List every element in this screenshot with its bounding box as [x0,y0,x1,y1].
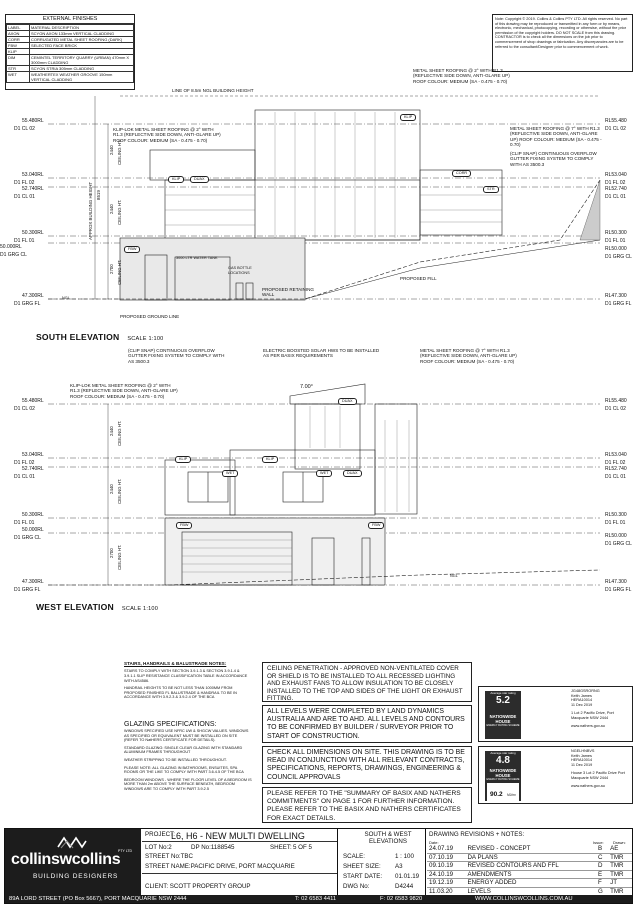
rev-desc: LEVELS [465,887,596,896]
note-water-tank: 3000 LTR WATER TANK [176,256,218,260]
level-fl-left: D1 FL 02 [14,460,35,466]
dim-value: 2440 [109,426,114,436]
finish-label: FBW [7,43,30,49]
level-rl-left: 55.480RL [22,118,44,124]
glazing-para: WINDOWS SPECIFIED USE NFRC UW & SHGCW VALUES. WINDOWS AS SPECIFIED OR EQUIVALENT MUST BE INSTALLED ON SITE (REFER TO NatHERS CERTIFICATE FOR DETAILS). [124,729,249,743]
copyright-note: Note: Copyright © 2019. Collins & Collins PTY LTD. All rights reserved. No part of this drawing may be reproduced or transmitted in any form or by means, electronic, mechanical, photocopying, recording or otherwise, without the prior permission of the copyright holders. DO NOT SCALE from this drawing. CONTRACTOR is to check all the dimensions on the job prior to commencement of shop drawings or fabrication. Any discrepancies are to be referred to the consultant/Designer prior to commencement of work. [492,14,633,72]
project-label: PROJECT: [145,831,175,838]
note-roof-right: METAL SHEET ROOFING @ 7° WITH R1.3 (REFLECTIVE SIDE DOWN, ANTI-GLARE UP) ROOF COLOUR: MEDIUM (SA - 0.475 - 0.70) [510,126,602,148]
south-elevation-drawing [0,80,637,330]
nathers-certificate-2 [478,746,633,804]
level-fl-right: D1 FL 02 [605,180,626,186]
level-rl-right: RL50.000 [605,533,627,539]
cert-number: JG48GSRORNG [571,689,600,693]
company-fax: F: 02 6583 9820 [380,896,423,902]
rev-date: 24.07.19 [427,845,465,853]
dwg-label: DWG No: [343,883,370,890]
dim-label: CEILING HT. [117,420,122,446]
rev-date: 11.03.20 [427,887,465,896]
dim-value: 2700 [109,264,114,274]
finish-tag: DUAX [338,398,357,405]
scale-label: SCALE: [343,853,366,860]
notice-levels: ALL LEVELS WERE COMPLETED BY LAND DYNAMICS AUSTRALIA AND ARE TO AHD. ALL LEVELS AND CONTOURS TO BE CONFIRMED BY BUILDER / SURVEYOR PRIOR TO START OF CONSTRUCTION. [262,705,472,743]
stairs-title: STAIRS, HANDRAILS & BALUSTRADE NOTES: [124,661,227,666]
finish-tag: STR [483,186,499,193]
level-rl-left: 52.740RL [22,466,44,472]
dim-label: CEILING HT. [117,259,122,285]
rev-drawn: JT [608,879,632,888]
rev-desc: DA PLANS [465,853,596,862]
level-rl-right: RL47.300 [605,579,627,585]
level-fl-left: D1 FL 01 [14,238,35,244]
south-title-text: SOUTH ELEVATION [36,332,120,342]
cert-accreditation: HERA10014 [571,758,593,763]
level-fl-right: D1 FL 02 [605,460,626,466]
level-fl-right: D1 GRG FL [605,301,632,307]
company-website-link[interactable]: WWW.COLLINSWCOLLINS.COM.AU [475,896,573,902]
cert-number: NGELHNBVS [571,749,595,753]
level-fl-right: D1 FL 01 [605,238,626,244]
glazing-para: BEDROOM WINDOWS - WHERE THE FLOOR LEVEL OF A BEDROOM IS MORE THAN 2m ABOVE THE SURFACE BENEATH, BEDROOM WINDOWS ARE TO COMPLY WITH PART 3.9.2.5 [124,777,252,791]
sheet-size-label: SHEET SIZE: [343,863,381,870]
finish-desc: SCYON STRIA 305mm CLADDING [30,66,134,72]
level-rl-left: 53.040RL [22,452,44,458]
dim-value: 2700 [109,548,114,558]
finish-desc: SELECTED FACE BRICK [30,43,134,49]
glazing-para: WEATHER STRIPPING TO BE INSTALLED THROUGHOUT. [124,757,227,762]
note-retaining: PROPOSED RETAINING WALL [262,287,314,298]
rev-desc: AMENDMENTS [465,870,596,879]
level-rl-left: 53.040RL [22,172,44,178]
finish-tag: FBW [176,522,192,529]
rev-header-date: Date: [429,840,439,845]
rev-issue: E [596,870,608,879]
cert-address: 1 Lot 2 Pacific Drive, Port Macquarie NSW 2444 [571,711,614,720]
finish-label: KLIP [7,49,30,55]
brand-sub: ENERGY RATING SCHEME [486,778,520,781]
level-fl-left: D1 CL 02 [14,406,35,412]
brand: NATIONWIDE HOUSE [489,768,517,778]
west-scale: SCALE 1:100 [121,606,159,612]
stairs-para: HANDRAIL HEIGHTS TO BE NOT LESS THAN 1000MM FROM PROPOSED FINISHED FL BALUSTRADE & HANDRAIL TO BE IN ACCORDANCE WITH 3.9.2.3 & 3.9.2.4 OF THE BCA [124,686,237,700]
ground-floor [165,518,385,585]
rev-drawn: TMR [608,870,632,879]
finish-tag: CORR [452,170,471,177]
cert-assessor: Keith James [571,693,592,698]
scale-value: 1 : 100 [395,853,414,860]
level-rl-left: 50.000RL [22,527,44,533]
start-date-value: 01.01.19 [395,873,420,880]
finish-tag: KLIP [175,456,191,463]
note-klip-left: KLIP-LOK METAL SHEET ROOFING @ 2° WITH R1.3 (REFLECTIVE SIDE DOWN, ANTI-GLARE UP) ROOF COLOUR: MEDIUM (SA - 0.475 - 0.70) [113,127,221,143]
rev-header-drawn: Drawn: [613,840,626,845]
upper-tower [255,110,420,240]
level-rl-right: RL53.040 [605,452,627,458]
rev-desc: REVISED - CONCEPT [465,845,596,853]
lot-number: LOT No:2 [145,844,172,851]
rev-date: 07.10.19 [427,853,465,862]
brand-sub: ENERGY RATING SCHEME [486,724,520,727]
level-fl-left: D1 GRG CL [14,535,41,541]
sheet-label: SHEET: [270,844,292,851]
brand: NATIONWIDE HOUSE [489,714,517,724]
level-rl-right: RL50.000 [605,246,627,252]
dim-value: 2440 [109,484,114,494]
company-subtitle: BUILDING DESIGNERS [33,873,119,880]
level-rl-right: RL53.040 [605,172,627,178]
level-fl-right: D1 CL 01 [605,474,626,480]
finish-label: CORR [7,37,30,43]
note-roof-top: METAL SHEET ROOFING @ 2° WITH R1.3 (REFLECTIVE SIDE DOWN, ANTI-GLARE UP) ROOF COLOUR: MEDIUM (SA - 0.475 - 0.70) [413,68,510,84]
revisions-title: DRAWING REVISIONS + NOTES: [429,831,525,838]
dp-number: DP No:1188545 [191,844,235,851]
ngl-tag: NGL [450,574,458,578]
company-name: collinswcollins [11,851,121,868]
level-fl-left: D1 FL 02 [14,180,35,186]
south-scale: SCALE 1:100 [127,336,164,342]
finishes-title: EXTERNAL FINISHES [6,15,134,24]
finish-label: WET [7,72,30,83]
stars-badge [485,751,521,801]
glazing-para: PLEASE NOTE: ALL GLAZING IN BATHROOMS, ENSUITES, SPA ROOMS OR THE LIKE TO COMPLY WITH PART 3.6.4.5 OF THE BCA [124,765,244,775]
rock-slope [580,180,600,240]
rev-issue: G [596,887,608,896]
rev-issue: B [596,845,608,853]
finish-tag: WET [316,470,332,477]
stars-value: 5.2 [496,695,510,706]
notice-basix: PLEASE REFER TO THE "SUMMARY OF BASIX AND NATHERS COMMITMENTS" ON PAGE 1 FOR FURTHER INFORMATION. PLEASE REFER TO THE BASIX AND NATHERS CERTIFICATES FOR EXACT DETAILS. [262,787,472,823]
finish-label: STR [7,66,30,72]
rev-desc: REVISED CONTOURS AND FFL [465,862,596,871]
finish-desc: CORRUGATED METAL SHEET ROOFING (DARK) [30,37,134,43]
cert-site: www.nathers.gov.au [571,723,605,728]
level-rl-right: RL52.740 [605,466,627,472]
note-clip-snap: (CLIP SNAP) CONTINUOUS OVERFLOW GUTTER FIXING SYSTEM TO COMPLY WITH AS 3500.3 [510,151,597,167]
level-rl-left: 55.480RL [22,398,44,404]
company-pty: PTY LTD [118,849,133,853]
logo-mark-icon [57,835,87,849]
rev-desc: ENERGY ADDED [465,879,596,888]
rev-date: 19.12.19 [427,879,465,888]
dim-label: CEILING HT. [117,544,122,570]
level-rl-right: RL52.740 [605,186,627,192]
rev-issue: C [596,853,608,862]
finish-tag: WET [222,470,238,477]
left-block [165,460,235,515]
note-gas: GAS BOTTLE LOCATIONS [228,266,252,275]
note-roof-right: METAL SHEET ROOFING @ 7° WITH R1.3 (REFLECTIVE SIDE DOWN, ANTI-GLARE UP) ROOF COLOUR: MEDIUM (SA - 0.475 - 0.70) [420,348,517,364]
drawing-title: SOUTH & WEST ELEVATIONS [364,831,412,845]
note-solar: ELECTRIC BOOSTED SOLAR HWS TO BE INSTALLED AS PER BASIX REQUIREMENTS [263,348,380,359]
title-block [4,828,633,904]
stars-badge [485,691,521,739]
level-fl-right: D1 CL 02 [605,406,626,412]
cert-date: 11 Dec 2019 [571,762,593,767]
company-address: 89A LORD STREET (PO Box 5667), PORT MACQUARIE NSW 2444 [9,896,187,902]
sheet-value: 5 OF 5 [293,844,312,851]
dim-value: 2440 [109,145,114,155]
level-fl-left: D1 GRG FL [14,587,41,593]
upper-block [230,450,375,515]
footer-strip [5,895,632,903]
notice-ceiling: CEILING PENETRATION - APPROVED NON-VENTILATED COVER OR SHIELD IS TO BE INSTALLED TO ALL RECESSED LIGHTING AND EXHAUST FANS TO ALLOW INSULATION TO BE CLOSELY INSTALLED TO THE TOP AND SIDES OF THE LIGHT OR EXHAUST FITTING. [262,662,472,702]
proposed-fill-line [305,240,600,299]
dim-value: 2440 [109,204,114,214]
glazing-title: GLAZING SPECIFICATIONS: [124,721,217,728]
level-fl-left: D1 CL 01 [14,194,35,200]
level-rl-left: 47.300RL [22,579,44,585]
table-row [427,879,632,888]
rev-drawn: AE [608,845,632,853]
cert-address: House 3 Lot 2 Pacific Drive Port Macquarie NSW 2444 [571,771,625,780]
note-building-height: LINE OF 8.5m NGL BUILDING HEIGHT [172,88,254,93]
start-date-label: START DATE: [343,873,383,880]
level-fl-left: D1 FL 01 [14,520,35,526]
rev-issue: F [596,879,608,888]
project-name: L6, H6 - NEW MULTI DWELLING [171,831,305,841]
level-fl-left: D1 GRG FL [14,301,41,307]
finish-tag: KLIP [400,114,416,121]
dim-label: CEILING HT. [117,199,122,225]
west-title-text: WEST ELEVATION [36,602,114,612]
stairs-notes [124,661,252,700]
stairs-para: STAIRS TO COMPLY WITH SECTION 3.9.1.3 & SECTION 3.9.1.4 & 3.9.1.1 SLIP RESISTANCE CLASSIFICATION TABLE IN ACCORDANCE WITH AS4586. [124,669,248,683]
west-elevation-title [36,602,158,612]
level-rl-left: 50.300RL [22,230,44,236]
logo-area [5,829,141,895]
nathers-certificate-1 [478,686,633,742]
level-rl-left: 52.740RL [22,186,44,192]
company-tel: T: 02 6583 4411 [295,896,337,902]
tower [295,404,360,469]
glazing-para: STANDARD GLAZING: SINGLE CLEAR GLAZING WITH STANDARD ALUMINIUM FRAMES THROUGHOUT [124,745,243,755]
right-wing [420,170,502,235]
level-rl-right: RL55.480 [605,398,627,404]
table-row [427,845,632,853]
approx-height-value: 8519 [96,190,101,200]
note-fill: PROPOSED FILL [400,276,437,281]
level-fl-left: D1 CL 01 [14,474,35,480]
level-fl-left: D1 GRG CL [0,252,27,258]
client: CLIENT: SCOTT PROPERTY GROUP [145,883,251,890]
finish-desc: CEMINTEL TERRITORY QUARRY (URBAN) 470mm X 3000mm CLADDING [30,55,134,66]
level-fl-left: D1 CL 02 [14,126,35,132]
level-fl-right: D1 GRG FL [605,587,632,593]
finishes-header-label: LABEL [7,25,30,31]
dwg-value: D4244 [395,883,414,890]
notice-dimensions: CHECK ALL DIMENSIONS ON SITE. THIS DRAWING IS TO BE READ IN CONJUNCTION WITH ALL RELEVANT CONTRACTS, SPECIFICATIONS, REPORTS, DRAWINGS, ENGINEERING & COUNCIL APPROVALS [262,746,472,784]
ngl-tag: NGL [62,296,70,300]
roof-pitch: 7.00° [300,384,313,390]
finish-desc: SCYON AXON 133mm VERTICAL CLADDING [30,31,134,37]
level-fl-right: D1 FL 01 [605,520,626,526]
stars-label: Average star rating [490,751,516,755]
rev-date: 09.10.19 [427,862,465,871]
side-block [375,404,417,514]
finish-label: AXON [7,31,30,37]
level-fl-right: D1 CL 02 [605,126,626,132]
energy-unit: MJ/m² [507,793,516,798]
street-number: STREET No:TBC [145,853,194,860]
stars-label: Average star rating [490,691,516,695]
finish-label: DIM [7,55,30,66]
finish-tag: KLIP [262,456,278,463]
rev-header-issue: Issue: [593,840,604,845]
energy-value: 90.2 [490,791,503,799]
external-finishes-table [5,14,135,90]
level-rl-right: RL55.480 [605,118,627,124]
table-row [427,853,632,862]
finish-tag: DUAX [190,176,209,183]
note-clip-snap: (CLIP SNAP) CONTINUOUS OVERFLOW GUTTER FIXING SYSTEM TO COMPLY WITH AS 3500.3 [128,348,225,364]
rev-issue: D [596,862,608,871]
approx-height-label: APPROX BUILDING HEIGHT [88,181,93,240]
level-rl-left: 50.300RL [22,512,44,518]
finishes-header-desc: MATERIAL DESCRIPTION [30,25,134,31]
level-rl-right: RL50.300 [605,512,627,518]
cert-assessor: Keith James [571,753,592,758]
cert-site: www.nathers.gov.au [571,783,605,788]
rev-drawn: TMR [608,887,632,896]
rev-date: 24.10.19 [427,870,465,879]
cert-date: 11 Dec 2019 [571,702,593,707]
finishes-grid [6,24,134,83]
finish-tag: DUAX [343,470,362,477]
dim-label: CEILING HT. [117,478,122,504]
rev-drawn: TMR [608,853,632,862]
sheet-size-value: A3 [395,863,403,870]
level-rl-left: 47.300RL [22,293,44,299]
level-rl-left: 50.000RL [0,244,22,250]
street-name: STREET NAME:PACIFIC DRIVE, PORT MACQUARIE [145,863,295,870]
note-klip-left: KLIP-LOK METAL SHEET ROOFING @ 2° WITH R1.3 (REFLECTIVE SIDE DOWN, ANTI-GLARE UP) ROOF COLOUR: MEDIUM (SA - 0.475 - 0.70) [70,383,178,399]
level-fl-right: D1 CL 01 [605,194,626,200]
stars-value: 4.8 [496,755,510,766]
level-rl-right: RL50.300 [605,230,627,236]
level-fl-right: D1 GRG CL [605,541,632,547]
rev-drawn: TMR [608,862,632,871]
finish-tag: KLIP [168,176,184,183]
table-row [427,862,632,871]
finish-tag: FBW [368,522,384,529]
cert-accreditation: HERA10014 [571,698,593,703]
finish-tag: FBW [124,246,140,253]
finish-desc: WEATHERTEX WEATHER GROOVE 150mm VERTICAL CLADDING [30,72,134,83]
table-row [427,870,632,879]
revisions-table [427,845,632,896]
dim-label: CEILING HT. [117,139,122,165]
level-rl-right: RL47.300 [605,293,627,299]
note-ground: PROPOSED GROUND LINE [120,314,180,319]
glazing-notes [124,720,252,792]
level-fl-right: D1 GRG CL [605,254,632,260]
